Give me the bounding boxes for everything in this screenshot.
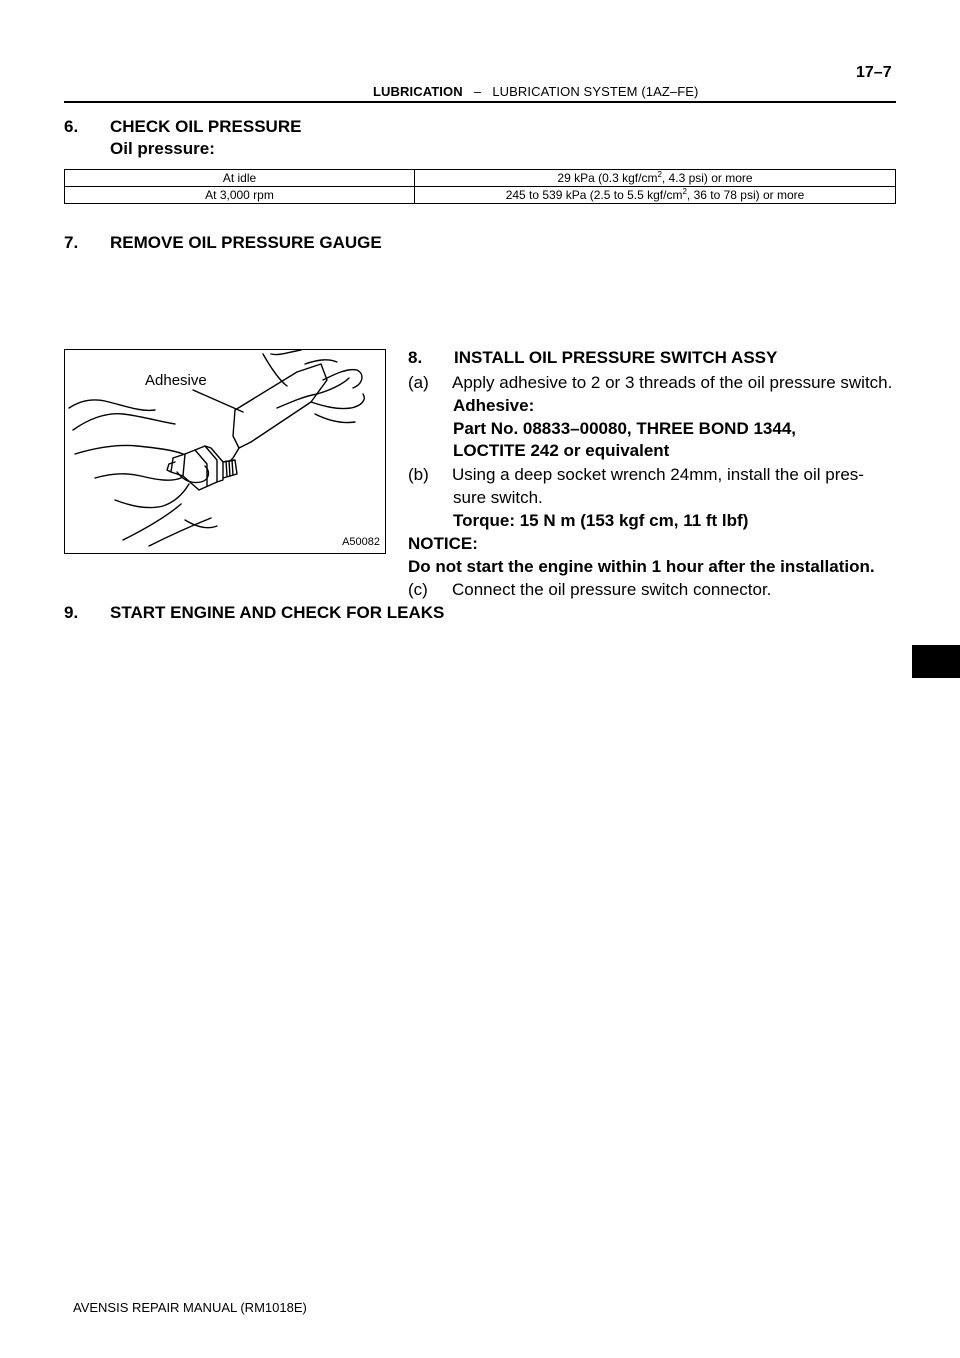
adhesive-callout: Adhesive: [145, 372, 207, 389]
table-cell-condition: At 3,000 rpm: [65, 187, 415, 204]
table-cell-value: 29 kPa (0.3 kgf/$cm^2$, 4.3 psi) or more: [415, 170, 896, 187]
page-number: 17–7: [856, 64, 892, 81]
figure-code: A50082: [342, 536, 380, 548]
oil-pressure-table: [64, 169, 896, 204]
step-title: INSTALL OIL PRESSURE SWITCH ASSY: [454, 348, 778, 367]
running-header: [373, 84, 698, 99]
notice-label: NOTICE:: [408, 534, 478, 553]
table-cell-value: 245 to 539 kPa (2.5 to 5.5 kgf/$cm^2$, 36 to 78 psi) or more: [415, 187, 896, 204]
header-section: LUBRICATION: [373, 84, 463, 99]
header-separator: –: [473, 84, 482, 99]
adhesive-part-line-2: LOCTITE 242 or equivalent: [453, 441, 670, 460]
step-number: 6.: [64, 117, 79, 136]
step-number: 7.: [64, 233, 79, 252]
step-title: REMOVE OIL PRESSURE GAUGE: [110, 233, 382, 252]
hand-applying-adhesive-illustration: [65, 350, 384, 552]
header-rule: [64, 101, 896, 103]
step-title: START ENGINE AND CHECK FOR LEAKS: [110, 603, 445, 622]
adhesive-label: Adhesive:: [453, 396, 535, 415]
header-subtitle: LUBRICATION SYSTEM (1AZ–FE): [492, 84, 699, 99]
notice-text: Do not start the engine within 1 hour after the installation.: [408, 557, 875, 576]
table-cell-condition: At idle: [65, 170, 415, 187]
footer-manual-id: AVENSIS REPAIR MANUAL (RM1018E): [73, 1300, 307, 1315]
step-number: 8.: [408, 348, 423, 367]
adhesive-part-line-1: Part No. 08833–00080, THREE BOND 1344,: [453, 419, 797, 438]
section-tab-marker: [912, 645, 960, 678]
oil-pressure-label: Oil pressure:: [110, 139, 215, 158]
table-row: [65, 170, 896, 187]
torque-spec: Torque: 15 N m (153 kgf cm, 11 ft lbf): [453, 511, 749, 530]
substep-b-continued: sure switch.: [453, 488, 543, 507]
step-title: CHECK OIL PRESSURE: [110, 117, 302, 136]
illustration-figure: [64, 349, 386, 554]
step-number: 9.: [64, 603, 79, 622]
table-row: [65, 187, 896, 204]
